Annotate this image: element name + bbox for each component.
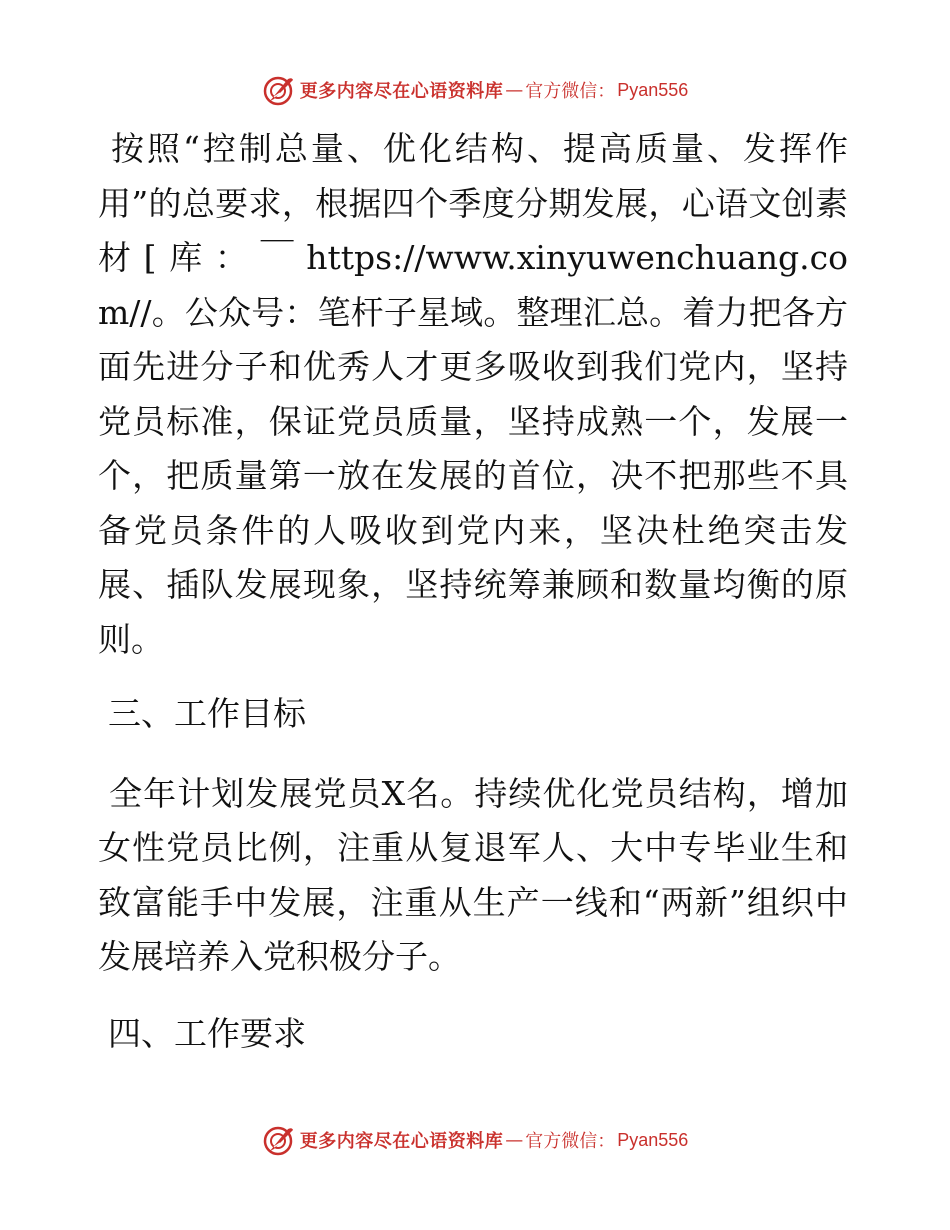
paragraph-goals-text: 全年计划发展党员X名。持续优化党员结构，增加女性党员比例，注重从复退军人、大中专毕业生和致富能手中发展，注重从生产一线和“两新”组织中发展培养入党积极分子。 [98, 773, 848, 976]
paragraph-requirements [98, 122, 848, 667]
footer-banner [0, 1120, 950, 1160]
section-heading-goals-text: 三、工作目标 [108, 694, 306, 733]
section-heading-work-requirements [98, 1007, 848, 1062]
banner-slogan: 更多内容尽在心语资料库 [299, 1131, 504, 1152]
document-body [98, 122, 848, 1061]
paragraph-goals [98, 767, 848, 985]
section-heading-goals [98, 687, 848, 742]
banner-dash: — [505, 79, 524, 101]
banner-slogan: 更多内容尽在心语资料库 [299, 81, 504, 102]
paragraph-requirements-text: 按照“控制总量、优化结构、提高质量、发挥作用”的总要求，根据四个季度分期发展，心语文创素材[库：￣https://www.xinyuwenchuang.com//。公众号：笔杆子星域。整理汇总。着力把各方面先进分子和优秀人才更多吸收到我们党内，坚持党员标准，保证党员质量，坚持成熟一个，发展一个，把质量第一放在发展的首位，决不把那些不具备党员条件的人吸收到党内来，坚决杜绝突击发展、插队发展现象，坚持统筹兼顾和数量均衡的原则。 [98, 129, 848, 659]
banner-wechat-label: 官方微信： [525, 81, 616, 102]
section-heading-work-requirements-text: 四、工作要求 [108, 1013, 306, 1053]
header-banner [0, 70, 950, 110]
feather-seal-icon [262, 73, 296, 107]
banner-wechat-label: 官方微信： [525, 1131, 616, 1152]
banner-wechat-id: Pyan556 [617, 79, 689, 100]
feather-seal-icon [262, 1123, 296, 1157]
banner-wechat-id: Pyan556 [617, 1129, 689, 1150]
banner-dash: — [505, 1129, 524, 1151]
